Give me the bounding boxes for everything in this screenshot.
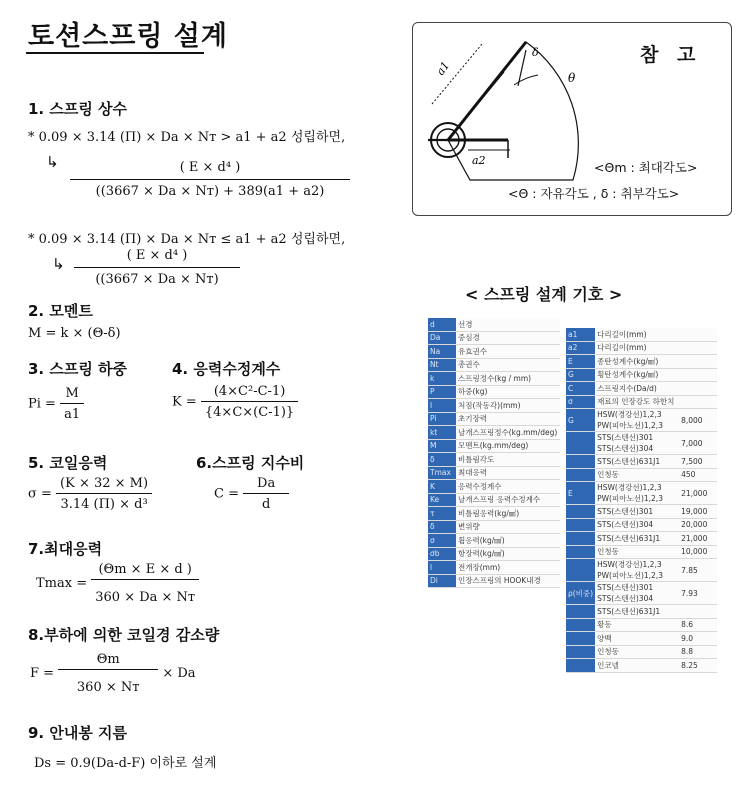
diagram-label-theta: θ [568,71,576,85]
symbol-meaning-cell: HSW(경강선)1,2,3 PW(피아노선)1,2,3 [595,482,679,505]
table-row [428,426,560,440]
symbol-meaning-cell: 다리길이(mm) [595,328,679,341]
symbol-meaning-cell: HSW(경강선)1,2,3 PW(피아노선)1,2,3 [595,409,679,432]
table-row [566,368,717,382]
table-row [566,341,717,355]
symbol-code-cell: Da [428,331,456,345]
formula-lhs: F = [30,666,55,681]
symbol-meaning-cell: 휨응력(kg/㎟) [456,534,560,548]
formula-denominator: 360 × Nт [58,669,158,695]
symbol-code-cell: C [566,382,595,396]
formula-lhs: C = [214,486,239,502]
symbol-code-cell [566,605,595,619]
table-row [566,468,717,482]
section-6-formula [214,476,289,512]
table-row [566,582,717,605]
symbol-meaning-cell: 변위량 [456,520,560,534]
symbol-code-cell [566,559,595,582]
symbol-meaning-cell: 비틀림응력(kg/㎟) [456,507,560,521]
symbol-meaning-cell: 인장스프링의 HOOK내경 [456,574,560,588]
table-row [428,372,560,386]
table-row [428,534,560,548]
formula-numerator: ( E × d⁴ ) [126,248,188,263]
symbols-table-right-wrap [566,328,717,673]
table-row [428,439,560,453]
symbol-code-cell: Ke [428,493,456,507]
table-row [566,559,717,582]
symbol-meaning-cell: 초기장력 [456,412,560,426]
symbol-code-cell: G [566,409,595,432]
formula-numerator: M [65,386,79,401]
table-row [566,632,717,646]
table-row [566,605,717,619]
symbol-value-cell [679,605,717,619]
table-row [566,432,717,455]
table-row [428,318,560,331]
symbol-code-cell: τ [428,507,456,521]
formula-numerator: (K × 32 × M) [60,476,149,491]
table-row [566,618,717,632]
table-row [428,345,560,359]
symbol-code-cell [566,432,595,455]
symbol-value-cell: 7.93 [679,582,717,605]
symbol-meaning-cell: STS(스텐선)304 [595,518,679,532]
symbol-meaning-cell: 항장력(kg/㎟) [456,547,560,561]
formula-denominator: a1 [60,403,84,422]
torsion-spring-diagram [418,30,588,200]
symbol-value-cell: 10,000 [679,545,717,559]
formula-denominator: ((3667 × Da × Nт) [74,267,240,287]
symbol-meaning-cell: 횡탄성계수(kg/㎟) [595,368,679,382]
symbol-code-cell [566,632,595,646]
section-8-formula [30,652,196,695]
symbol-code-cell [566,645,595,659]
symbol-meaning-cell: 인청동 [595,468,679,482]
symbol-value-cell: 7.85 [679,559,717,582]
table-row [566,645,717,659]
symbol-value-cell [679,395,717,409]
symbol-code-cell: ρ(비중) [566,582,595,605]
symbol-code-cell: a2 [566,341,595,355]
section-4-heading: 4. 응력수정계수 [172,360,281,378]
diagram-label-delta: δ [532,46,539,59]
section-2-formula: M = k × (Θ-δ) [28,326,121,341]
section-7-formula [36,562,199,605]
symbol-meaning-cell: 유효권수 [456,345,560,359]
table-row [566,659,717,673]
symbol-value-cell [679,382,717,396]
symbol-value-cell: 7,500 [679,455,717,469]
symbol-meaning-cell: STS(스텐선)301 [595,505,679,519]
symbol-code-cell: K [428,480,456,494]
section-1-condition-2: * 0.09 × 3.14 (Π) × Da × Nт ≤ a1 + a2 성립하면, [28,232,346,247]
symbol-value-cell: 8.8 [679,645,717,659]
formula-denominator: d [243,493,289,512]
diagram-label-a1: a1 [433,59,453,78]
formula-numerator: Da [257,476,276,491]
symbol-meaning-cell: 선경 [456,318,560,331]
symbol-meaning-cell: 스프링지수(Da/d) [595,382,679,396]
section-1-formula-2 [74,248,240,287]
symbol-meaning-cell: 다리길이(mm) [595,341,679,355]
formula-denominator: 360 × Da × Nт [91,579,199,605]
symbol-meaning-cell: 응력수정계수 [456,480,560,494]
symbol-code-cell [566,618,595,632]
symbol-code-cell: σ [566,395,595,409]
symbol-meaning-cell: STS(스텐선)631J1 [595,605,679,619]
symbol-meaning-cell: 모멘트(kg.mm/deg) [456,439,560,453]
section-5-formula [28,476,152,512]
formula-numerator: Θm [96,652,120,667]
symbol-meaning-cell: STS(스텐선)631J1 [595,532,679,546]
symbol-code-cell: kt [428,426,456,440]
symbol-value-cell: 8.6 [679,618,717,632]
table-row [428,466,560,480]
symbol-code-cell: d [428,318,456,331]
formula-lhs: K = [172,394,197,410]
symbol-value-cell [679,368,717,382]
symbol-code-cell: Nt [428,358,456,372]
formula-numerator: ( E × d⁴ ) [179,160,241,175]
table-row [566,455,717,469]
symbol-value-cell: 8,000 [679,409,717,432]
symbol-code-cell: Pi [428,412,456,426]
table-row [428,547,560,561]
table-row [428,493,560,507]
symbol-code-cell: a1 [566,328,595,341]
diagram-label-a2: a2 [472,154,486,167]
formula-denominator: ((3667 × Da × Nт) + 389(a1 + a2) [70,179,350,199]
symbol-meaning-cell: 종탄성계수(kg/㎟) [595,355,679,369]
symbol-meaning-cell: STS(스텐선)301 STS(스텐선)304 [595,432,679,455]
symbol-meaning-cell: 황동 [595,618,679,632]
symbol-code-cell: P [428,385,456,399]
symbol-meaning-cell: 최대응력 [456,466,560,480]
table-row [428,507,560,521]
symbols-table-right [566,328,717,673]
table-row [428,331,560,345]
section-9-formula: Ds = 0.9(Da-d-F) 이하로 설계 [34,756,217,771]
section-7-heading: 7.최대응력 [28,540,103,558]
table-row [566,409,717,432]
symbol-value-cell: 9.0 [679,632,717,646]
symbol-meaning-cell: 인코넬 [595,659,679,673]
arrow-icon: ↳ [52,255,65,273]
section-6-heading: 6.스프링 지수비 [196,454,305,472]
table-row [428,520,560,534]
symbol-value-cell: 7,000 [679,432,717,455]
symbol-code-cell: G [566,368,595,382]
symbols-table-left-wrap [428,318,560,588]
symbol-value-cell: 20,000 [679,518,717,532]
symbol-code-cell: Na [428,345,456,359]
symbol-code-cell: δ [428,453,456,467]
symbol-code-cell [566,659,595,673]
symbol-meaning-cell: 처짐(작동각)(mm) [456,399,560,413]
symbol-meaning-cell: 양백 [595,632,679,646]
symbol-code-cell: l [428,399,456,413]
symbol-meaning-cell: STS(스텐선)631J1 [595,455,679,469]
table-row [566,518,717,532]
symbol-value-cell: 19,000 [679,505,717,519]
formula-lhs: Tmax = [36,576,88,591]
table-row [566,505,717,519]
formula-numerator: (Θm × E × d ) [98,562,192,577]
symbol-code-cell: σb [428,547,456,561]
section-2-heading: 2. 모멘트 [28,302,93,320]
section-3-formula [28,386,84,422]
symbol-meaning-cell: STS(스텐선)301 STS(스텐선)304 [595,582,679,605]
symbol-meaning-cell: 날개스프링정수(kg.mm/deg) [456,426,560,440]
section-5-heading: 5. 코일응력 [28,454,108,472]
symbol-value-cell: 450 [679,468,717,482]
formula-denominator: {4×C×(C-1)} [201,401,298,420]
reference-title: 참 고 [640,44,702,66]
symbol-value-cell [679,328,717,341]
symbol-meaning-cell: 중심경 [456,331,560,345]
symbol-code-cell: E [566,482,595,505]
symbol-value-cell [679,341,717,355]
table-row [428,358,560,372]
section-9-heading: 9. 안내봉 지름 [28,724,128,742]
reference-note-angles: <Θ : 자유각도 , δ : 취부각도> [508,186,680,201]
symbol-value-cell: 21,000 [679,482,717,505]
symbol-code-cell [566,505,595,519]
section-1-formula-1 [70,160,350,199]
symbol-code-cell [566,532,595,546]
symbol-meaning-cell: 날개스프링 응력수정계수 [456,493,560,507]
formula-numerator: (4×C²-C-1) [213,384,286,399]
symbol-meaning-cell: 하중(kg) [456,385,560,399]
symbol-code-cell [566,455,595,469]
symbols-title: < 스프링 설계 기호 > [465,285,623,304]
formula-lhs: Pi = [28,396,56,412]
symbols-table-left [428,318,560,588]
symbol-meaning-cell: 인청동 [595,545,679,559]
formula-denominator: 3.14 (Π) × d³ [56,493,152,512]
table-row [428,480,560,494]
symbol-code-cell: δ [428,520,456,534]
symbol-code-cell: Tmax [428,466,456,480]
section-1-heading: 1. 스프링 상수 [28,100,128,118]
table-row [428,412,560,426]
symbol-code-cell [566,468,595,482]
symbol-code-cell: Di [428,574,456,588]
symbol-meaning-cell: 비틀림각도 [456,453,560,467]
symbol-code-cell [566,545,595,559]
title-underline [26,52,204,54]
symbol-value-cell [679,355,717,369]
section-4-formula [172,384,298,420]
symbol-meaning-cell: HSW(경강선)1,2,3 PW(피아노선)1,2,3 [595,559,679,582]
symbol-meaning-cell: 재료의 인장강도 하한치 [595,395,679,409]
symbol-code-cell: k [428,372,456,386]
symbol-meaning-cell: 인청동 [595,645,679,659]
symbol-value-cell: 8.25 [679,659,717,673]
section-1-condition-1: * 0.09 × 3.14 (Π) × Da × Nт > a1 + a2 성립하면, [28,130,346,145]
table-row [566,328,717,341]
table-row [566,395,717,409]
table-row [428,453,560,467]
formula-rhs: × Da [162,666,196,681]
table-row [566,382,717,396]
section-8-heading: 8.부하에 의한 코일경 감소량 [28,626,220,644]
table-row [566,532,717,546]
symbol-meaning-cell: 총권수 [456,358,560,372]
arrow-icon: ↳ [46,153,59,171]
table-row [566,545,717,559]
formula-lhs: σ = [28,486,52,502]
section-3-heading: 3. 스프링 하중 [28,360,128,378]
page-title: 토션스프링 설계 [28,21,228,52]
symbol-code-cell: σ [428,534,456,548]
table-row [428,385,560,399]
symbol-code-cell: E [566,355,595,369]
symbol-value-cell: 21,000 [679,532,717,546]
table-row [428,561,560,575]
table-row [566,355,717,369]
symbol-code-cell: M [428,439,456,453]
symbol-code-cell [566,518,595,532]
table-row [428,399,560,413]
symbol-meaning-cell: 전개장(mm) [456,561,560,575]
symbol-code-cell: l [428,561,456,575]
table-row [428,574,560,588]
table-row [566,482,717,505]
reference-note-max-angle: <Θm : 최대각도> [594,160,698,175]
symbol-meaning-cell: 스프링정수(kg / mm) [456,372,560,386]
